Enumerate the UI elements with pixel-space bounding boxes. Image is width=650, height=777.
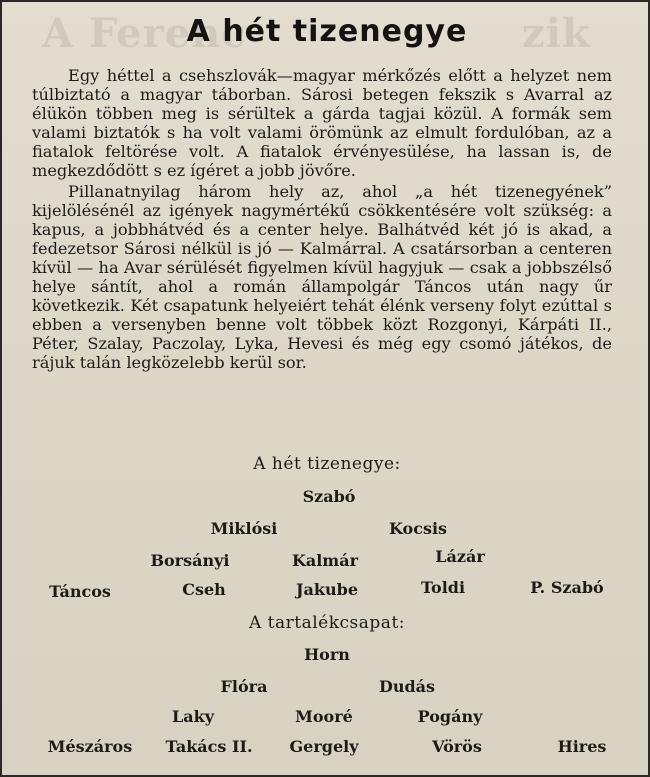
reserve-team-halfback: Pogány [417, 707, 483, 726]
first-team-halfback: Kalmár [291, 551, 359, 570]
first-team-goalkeeper: Szabó [302, 487, 356, 506]
first-team-heading: A hét tizenegye: [253, 454, 401, 474]
paragraph-2: Pillanatnyilag három hely az, ahol „a hét tizenegyének” kijelölésénél az igények nagymértékű csökkentésére volt szükség: a kapus, a jobbhátvéd és a center helye. Balhátvéd két jó is akad, a fedezetsor Sárosi nélkül is jó — Kalmárral. A csatársorban a centeren kívül — ha Avar sérülését figyelmen kívül hagyjuk — csak a jobbszélső helye sántít, ahol a román állampolgár Táncos után nagy űr következik. Két csapatunk helyeiért tehát élénk verseny folyt ezúttal s ebben a versenyben benne volt többek közt Rozgonyi, Kárpáti II., Péter, Szalay, Paczolay, Lyka, Hevesi és még egy csomó játékos, de rájuk talán legközelebb kerül sor. [32, 181, 612, 373]
reserve-team-forward: Takács II. [165, 737, 253, 756]
first-team-forward: Toldi [420, 578, 466, 597]
reserve-team-goalkeeper: Horn [304, 645, 350, 664]
first-team-back: Kocsis [388, 519, 448, 538]
reserve-team-back: Dudás [378, 677, 436, 696]
reserve-team-heading: A tartalékcsapat: [249, 613, 405, 633]
bleed-through-text-left: A Ferenc [42, 10, 247, 57]
first-team-forward: Jakube [295, 580, 359, 599]
article-headline: A hét tizenegye [186, 14, 468, 49]
reserve-team-forward: Gergely [289, 737, 359, 756]
article-body [32, 66, 612, 373]
first-team-halfback: Borsányi [150, 551, 230, 570]
first-team-halfback: Lázár [435, 547, 485, 566]
paragraph-1: Egy héttel a csehszlovák—magyar mérkőzés előtt a helyzet nem túlbiztató a magyar táborban. Sárosi betegen fekszik s Avarral az élükön többen meg is sérültek a gárda tagjai közül. A formák sem valami biztatók s ha volt valami örömünk az elmult fordulóban, az a fiatalok feltörése volt. A fiatalok érvényesülése, ha lassan is, de megkezdődött s ez ígéret a jobb jövőre. [32, 66, 612, 181]
reserve-team-halfback: Laky [172, 707, 214, 726]
first-team-forward: Táncos [49, 582, 111, 601]
reserve-team-forward: Mészáros [47, 737, 133, 756]
first-team-forward: P. Szabó [530, 578, 604, 597]
reserve-team-forward: Hires [557, 737, 607, 756]
reserve-team-halfback: Mooré [295, 707, 353, 726]
first-team-back: Miklósi [210, 519, 278, 538]
reserve-team-back: Flóra [220, 677, 268, 696]
first-team-forward: Cseh [182, 580, 226, 599]
reserve-team-forward: Vörös [432, 737, 482, 756]
bleed-through-text-right: zik [522, 10, 591, 57]
